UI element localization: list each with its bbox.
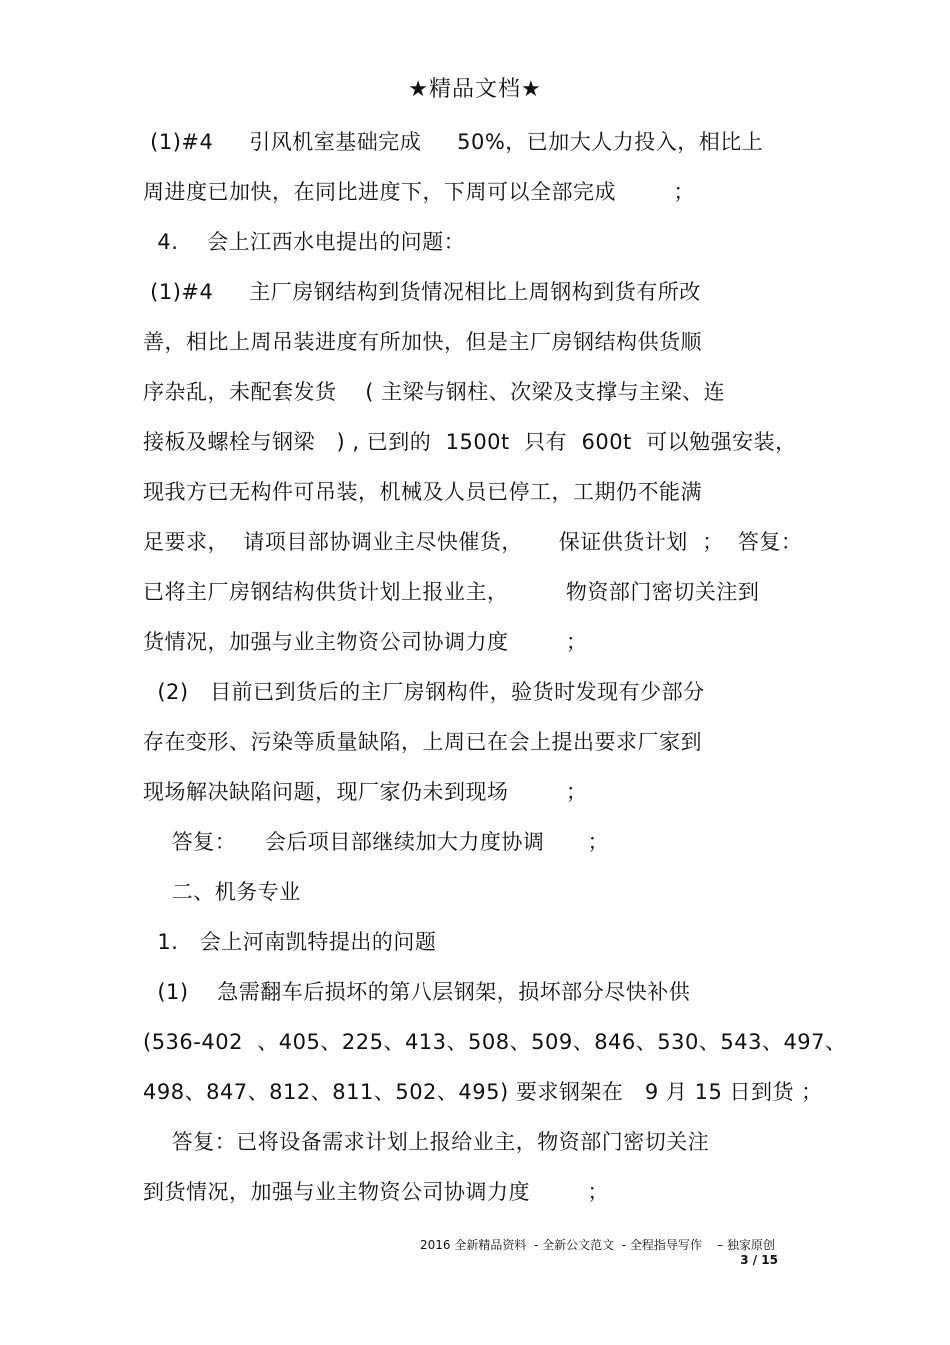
- text-line: 答复：已将设备需求计划上报给业主，物资部门密切关注: [143, 1130, 710, 1154]
- text-line: (536-402 、405、225、413、508、509、846、530、543、497、: [143, 1030, 847, 1054]
- text-line: 货情况，加强与业主物资公司协调力度 ；: [143, 630, 588, 654]
- text-line: 存在变形、污染等质量缺陷，上周已在会上提出要求厂家到: [143, 730, 702, 754]
- text-line: 足要求， 请项目部协调业主尽快催货， 保证供货计划 ； 答复：: [143, 530, 803, 554]
- text-line: (1) 急需翻车后损坏的第八层钢架，损坏部分尽快补供: [143, 980, 691, 1004]
- text-line: 接板及螺栓与钢梁 ) , 已到的 1500t 只有 600t 可以勉强安装，: [143, 430, 797, 454]
- text-line: 周进度已加快，在同比进度下，下周可以全部完成 ；: [143, 180, 695, 204]
- text-line: 到货情况，加强与业主物资公司协调力度 ；: [143, 1180, 609, 1204]
- text-line: (1)#4 主厂房钢结构到货情况相比上周钢构到货有所改: [143, 280, 701, 304]
- text-line: 现场解决缺陷问题，现厂家仍未到现场 ；: [143, 780, 588, 804]
- section-heading: 二、机务专业: [143, 880, 301, 904]
- text-line: (1)#4 引风机室基础完成 50%，已加大人力投入，相比上: [143, 130, 764, 154]
- text-line: 已将主厂房钢结构供货计划上报业主， 物资部门密切关注到: [143, 580, 760, 604]
- text-line: 1. 会上河南凯特提出的问题: [143, 930, 437, 954]
- text-line: 善，相比上周吊装进度有所加快，但是主厂房钢结构供货顺: [143, 330, 702, 354]
- text-line: 答复： 会后项目部继续加大力度协调 ；: [143, 830, 609, 854]
- text-line: 现我方已无构件可吊装，机械及人员已停工，工期仍不能满: [143, 480, 702, 504]
- page-number: 3 / 15: [740, 1253, 778, 1267]
- text-line: 4. 会上江西水电提出的问题：: [143, 230, 466, 254]
- page-footer: 2016 全新精品资料 - 全新公文范文 - 全程指导写作 – 独家原创: [420, 1238, 775, 1252]
- text-line: 序杂乱，未配套发货 ( 主梁与钢柱、次梁及支撑与主梁、连: [143, 380, 726, 404]
- text-line: 498、847、812、811、502、495) 要求钢架在 9 月 15 日到货 ；: [143, 1080, 823, 1104]
- document-header: ★精品文档★: [408, 77, 542, 102]
- text-line: (2) 目前已到货后的主厂房钢构件，验货时发现有少部分: [143, 680, 705, 704]
